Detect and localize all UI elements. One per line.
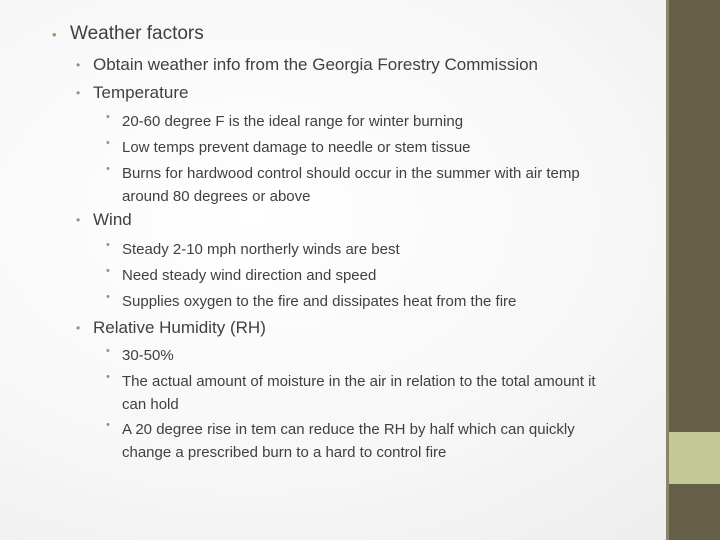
bullet-wind-direction bbox=[106, 264, 376, 287]
bullet-text: Supplies oxygen to the fire and dissipates heat from the fire bbox=[122, 293, 517, 310]
bullet-text: Steady 2-10 mph northerly winds are best bbox=[122, 241, 400, 258]
bullet-hardwood-burns bbox=[106, 162, 596, 208]
bullet-icon: • bbox=[106, 163, 110, 175]
bullet-temperature bbox=[76, 83, 188, 103]
bullet-text: Temperature bbox=[93, 83, 189, 102]
bullet-obtain-weather-info bbox=[76, 55, 538, 75]
bullet-icon: • bbox=[76, 86, 81, 100]
bullet-icon: • bbox=[106, 111, 110, 123]
bullet-text: Low temps prevent damage to needle or stem tissue bbox=[122, 139, 471, 156]
bullet-low-temps bbox=[106, 136, 471, 159]
bullet-text: Burns for hardwood control should occur in the summer with air temp around 80 degrees or above bbox=[122, 165, 580, 205]
bullet-icon: • bbox=[52, 27, 57, 42]
bullet-temp-ideal-range bbox=[106, 110, 463, 133]
bullet-icon: • bbox=[106, 239, 110, 251]
bullet-text: 20-60 degree F is the ideal range for winter burning bbox=[122, 113, 464, 130]
bullet-text: Need steady wind direction and speed bbox=[122, 267, 377, 284]
bullet-steady-winds bbox=[106, 238, 400, 261]
bullet-text: The actual amount of moisture in the air in relation to the total amount it can hold bbox=[122, 373, 596, 413]
sidebar-accent-block bbox=[669, 432, 720, 484]
bullet-relative-humidity bbox=[76, 318, 266, 338]
bullet-icon: • bbox=[106, 419, 110, 431]
bullet-text: Relative Humidity (RH) bbox=[93, 318, 266, 337]
bullet-degree-rise bbox=[106, 418, 626, 464]
bullet-wind bbox=[76, 210, 132, 230]
bullet-text: Obtain weather info from the Georgia Forestry Commission bbox=[93, 55, 539, 74]
bullet-icon: • bbox=[76, 58, 81, 72]
bullet-icon: • bbox=[76, 321, 81, 335]
bullet-text: Weather factors bbox=[70, 23, 204, 44]
bullet-oxygen bbox=[106, 290, 516, 313]
bullet-text: A 20 degree rise in tem can reduce the RH by half which can quickly change a prescribed burn to a hard to control fire bbox=[122, 421, 575, 461]
bullet-moisture-definition bbox=[106, 370, 596, 416]
bullet-rh-range bbox=[106, 344, 174, 367]
bullet-icon: • bbox=[106, 291, 110, 303]
bullet-icon: • bbox=[106, 265, 110, 277]
bullet-text: Wind bbox=[93, 210, 132, 229]
bullet-icon: • bbox=[106, 137, 110, 149]
bullet-icon: • bbox=[76, 213, 81, 227]
bullet-icon: • bbox=[106, 345, 110, 357]
bullet-text: 30-50% bbox=[122, 347, 174, 364]
bullet-weather-factors bbox=[52, 23, 204, 45]
bullet-icon: • bbox=[106, 371, 110, 383]
